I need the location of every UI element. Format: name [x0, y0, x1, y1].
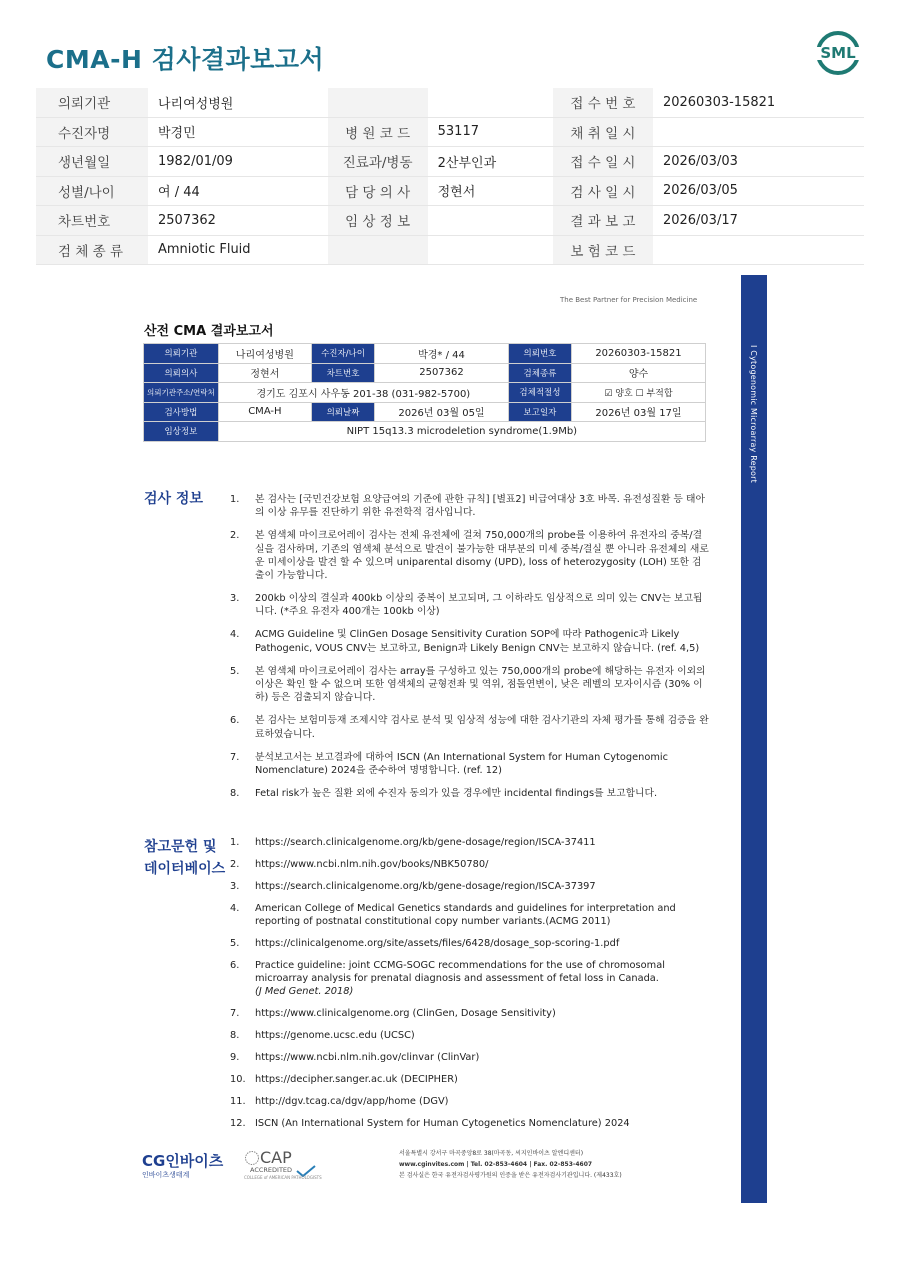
header-label: 성별/나이 [36, 176, 148, 206]
header-label: 병 원 코 드 [328, 117, 428, 147]
table-row [144, 402, 706, 422]
header-value: Amniotic Fluid [148, 235, 328, 265]
header-value [428, 206, 553, 236]
list-item [230, 902, 710, 929]
cap-sub: ACCREDITED [250, 1166, 293, 1174]
header-value: 1982/01/09 [148, 147, 328, 177]
table-cell: CMA-H [218, 402, 311, 422]
table-cell: 박경* / 44 [375, 344, 509, 364]
list-item-number: 1. [230, 837, 240, 848]
header-row [36, 117, 864, 147]
header-label: 결 과 보 고 [553, 206, 653, 236]
table-row [144, 363, 706, 383]
footer-contact: www.cginvites.com | Tel. 02-853-4604 | Fax. 02-853-4607 [399, 1161, 593, 1168]
list-item-text: https://www.ncbi.nlm.nih.gov/books/NBK50780/ [255, 858, 489, 870]
list-item [230, 959, 710, 999]
report-summary-table [143, 343, 706, 442]
list-item [230, 1007, 710, 1020]
list-item-text: https://search.clinicalgenome.org/kb/gene-dosage/region/ISCA-37411 [255, 837, 596, 848]
header-value [653, 235, 864, 265]
table-cell: 나리여성병원 [218, 344, 311, 364]
list-item-number: 5. [230, 937, 240, 949]
list-item [230, 937, 710, 950]
citation-italic: (J Med Genet. 2018) [255, 986, 354, 998]
patient-header-table [36, 88, 864, 265]
header-value [428, 235, 553, 265]
table-header-cell: 수진자/나이 [312, 344, 375, 364]
table-header-cell: 임상정보 [144, 422, 219, 442]
header-value: 2026/03/03 [653, 147, 864, 177]
list-item-text: https://clinicalgenome.org/site/assets/files/6428/dosage_sop-scoring-1.pdf [255, 937, 620, 949]
list-item-text: http://dgv.tcag.ca/dgv/app/home (DGV) [255, 1095, 449, 1107]
list-item [230, 880, 710, 893]
cap-small: COLLEGE of AMERICAN PATHOLOGISTS [244, 1175, 322, 1180]
list-item-number: 7. [230, 751, 240, 763]
list-item-number: 5. [230, 665, 240, 677]
header-value: 여 / 44 [148, 176, 328, 206]
table-cell: NIPT 15q13.3 microdeletion syndrome(1.9Mb) [218, 422, 705, 442]
list-item-text: American College of Medical Genetics standards and guidelines for interpretation and reporting of postnatal constitutional copy number variants.(ACMG 2011) [255, 902, 676, 927]
list-item-text: 분석보고서는 보고결과에 대하여 ISCN (An International System for Human Cytogenomic Nomenclature) 2024을 준수하여 명명합니다. (ref. 12) [255, 751, 668, 776]
list-item-number: 2. [230, 530, 240, 542]
list-item [230, 1117, 710, 1130]
sml-logo [815, 30, 861, 76]
list-item-number: 8. [230, 787, 240, 799]
footer-address: 서울특별시 강서구 마곡중앙8로 38(마곡동, 씨지인바이츠 알엔디센터) [399, 1150, 584, 1157]
list-item-number: 6. [230, 959, 240, 971]
table-header-cell: 의뢰날짜 [312, 402, 375, 422]
header-label [328, 88, 428, 117]
list-item [230, 628, 710, 655]
list-item-text: https://decipher.sanger.ac.uk (DECIPHER) [255, 1073, 458, 1085]
list-item [230, 836, 710, 849]
list-item-number: 1. [230, 494, 240, 505]
table-header-cell: 의뢰번호 [508, 344, 571, 364]
table-header-cell: 보고일자 [508, 402, 571, 422]
table-cell: 경기도 김포시 사우동 201-38 (031-982-5700) [218, 383, 508, 403]
header-label: 접 수 일 시 [553, 147, 653, 177]
header-label: 차트번호 [36, 206, 148, 236]
header-value: 20260303-15821 [653, 88, 864, 117]
list-item-text: Practice guideline: joint CCMG-SOGC recommendations for the use of chromosomal microarray analysis for prenatal diagnosis and assessment of fetal loss in Canada. [255, 959, 665, 985]
footer-info [399, 1148, 622, 1181]
table-row [144, 422, 706, 442]
cap-main: CAP [260, 1148, 292, 1167]
list-item-number: 11. [230, 1095, 246, 1107]
header-value: 나리여성병원 [148, 88, 328, 117]
list-item-text: 본 검사는 [국민건강보험 요양급여의 기준에 관한 규칙] [별표2] 비급여대상 3호 바목. 유전성질환 등 태아의 이상 유무를 진단하기 위한 유전학적 검사입니다. [255, 494, 705, 519]
table-cell: 정현서 [218, 363, 311, 383]
list-item [230, 493, 710, 520]
header-value: 53117 [428, 117, 553, 147]
header-label: 검 체 종 류 [36, 235, 148, 265]
list-item [230, 1051, 710, 1064]
table-header-cell: 검체종류 [508, 363, 571, 383]
list-item-number: 9. [230, 1052, 240, 1064]
list-item [230, 787, 710, 800]
cginvites-logo-sub: 인바이츠생태계 [142, 1171, 190, 1179]
list-item-number: 7. [230, 1008, 240, 1020]
info-list [230, 493, 710, 810]
list-item [230, 751, 710, 778]
refs-section-title-line2: 데이터베이스 [144, 861, 226, 877]
header-row [36, 88, 864, 117]
table-cell: 2026년 03월 17일 [571, 402, 705, 422]
list-item-text: https://www.ncbi.nlm.nih.gov/clinvar (ClinVar) [255, 1052, 480, 1064]
table-row [144, 344, 706, 364]
header-label: 임 상 정 보 [328, 206, 428, 236]
table-header-cell: 의뢰기관주소/연락처 [144, 383, 219, 403]
header-label [328, 235, 428, 265]
list-item-number: 6. [230, 715, 240, 727]
table-header-cell: 검사방법 [144, 402, 219, 422]
header-label: 생년월일 [36, 147, 148, 177]
list-item [230, 858, 710, 871]
header-label: 진료과/병동 [328, 147, 428, 177]
refs-section-title-line1: 참고문헌 및 [144, 839, 217, 855]
cap-seal-icon [244, 1150, 260, 1166]
list-item-number: 12. [230, 1117, 246, 1129]
report-title: 산전 CMA 결과보고서 [144, 324, 274, 339]
table-row [144, 383, 706, 403]
list-item-number: 2. [230, 858, 240, 870]
header-row [36, 176, 864, 206]
table-header-cell: 검체적절성 [508, 383, 571, 403]
table-cell: 2026년 03월 05일 [375, 402, 509, 422]
header-label: 채 취 일 시 [553, 117, 653, 147]
logo-text: SML [820, 44, 856, 62]
header-value: 2507362 [148, 206, 328, 236]
list-item-number: 4. [230, 629, 240, 641]
list-item-text: https://search.clinicalgenome.org/kb/gene-dosage/region/ISCA-37397 [255, 880, 596, 892]
list-item-text: https://genome.ucsc.edu (UCSC) [255, 1030, 415, 1042]
list-item-text: 본 검사는 보험미등재 조제시약 검사로 분석 및 임상적 성능에 대한 검사기관의 자체 평가를 통해 검증을 완료하였습니다. [255, 715, 709, 740]
list-item [230, 1073, 710, 1086]
table-header-cell: 차트번호 [312, 363, 375, 383]
header-label: 검 사 일 시 [553, 176, 653, 206]
cap-accredited-logo [244, 1148, 322, 1182]
list-item [230, 665, 710, 705]
header-value: 정현서 [428, 176, 553, 206]
header-label: 접 수 번 호 [553, 88, 653, 117]
side-bar-text: I Cytogenomic Microarray Report [749, 345, 758, 483]
list-item-number: 4. [230, 902, 240, 914]
header-label: 수진자명 [36, 117, 148, 147]
cginvites-logo: CG인바이츠 [142, 1152, 224, 1170]
header-value: 2026/03/05 [653, 176, 864, 206]
list-item [230, 714, 710, 741]
header-row [36, 206, 864, 236]
header-value [653, 117, 864, 147]
list-item [230, 1029, 710, 1042]
list-item [230, 1095, 710, 1108]
header-label: 보 험 코 드 [553, 235, 653, 265]
header-value [428, 88, 553, 117]
list-item-number: 3. [230, 593, 240, 605]
table-header-cell: 의뢰의사 [144, 363, 219, 383]
table-cell: 양수 [571, 363, 705, 383]
list-item-text: 본 염색체 마이크로어레이 검사는 array를 구성하고 있는 750,000개의 probe에 해당하는 유전자 이외의 이상은 확인 할 수 없으며 또한 염색체의 균형전좌 및 역위, 점돌연변이, 낮은 레벨의 모자이시즘 (30% 이하) 등은 검출되지 않습니다. [255, 665, 706, 704]
header-row [36, 235, 864, 265]
specimen-adequacy-checkbox: ☑ 양호 ☐ 부적합 [571, 383, 705, 403]
references-list [230, 836, 710, 1139]
list-item-number: 8. [230, 1030, 240, 1042]
header-row [36, 147, 864, 177]
list-item-text: 200kb 이상의 결실과 400kb 이상의 중복이 보고되며, 그 이하라도 임상적으로 의미 있는 CNV는 보고됩니다. (*주요 유전자 400개는 100kb 이상) [255, 593, 703, 618]
header-value: 2026/03/17 [653, 206, 864, 236]
list-item [230, 592, 710, 619]
list-item-text: ACMG Guideline 및 ClinGen Dosage Sensitivity Curation SOP에 따라 Pathogenic과 Likely Pathogenic, VOUS CNV는 보고하고, Benign과 Likely Benign CNV는 보고하지 않습니다. (ref. 4,5) [255, 629, 700, 654]
info-section-title: 검사 정보 [144, 491, 203, 507]
list-item-number: 10. [230, 1073, 246, 1085]
header-value: 2산부인과 [428, 147, 553, 177]
list-item-text: Fetal risk가 높은 질환 외에 수진자 동의가 있을 경우에만 incidental findings를 보고합니다. [255, 787, 658, 799]
table-cell: 2507362 [375, 363, 509, 383]
page-title: CMA-H 검사결과보고서 [46, 45, 325, 74]
header-label: 의뢰기관 [36, 88, 148, 117]
list-item [230, 529, 710, 582]
table-header-cell: 의뢰기관 [144, 344, 219, 364]
list-item-text: https://www.clinicalgenome.org (ClinGen, Dosage Sensitivity) [255, 1008, 556, 1020]
table-cell: 20260303-15821 [571, 344, 705, 364]
list-item-number: 3. [230, 880, 240, 892]
header-value: 박경민 [148, 117, 328, 147]
list-item-text: 본 염색체 마이크로어레이 검사는 전체 유전체에 걸쳐 750,000개의 probe를 이용하여 유전자의 중복/결실을 검사하며, 기존의 염색체 분석으로 발견이 불가능한 대부분의 미세 중복/결실 뿐 아니라 유전체의 새로운 미세이상을 발견 할 수 있으며 uniparental disomy (UPD), loss of heterozygosity (LOH) 또한 검출이 가능합니다. [255, 530, 709, 582]
header-label: 담 당 의 사 [328, 176, 428, 206]
list-item-text: ISCN (An International System for Human Cytogenetics Nomenclature) 2024 [255, 1117, 630, 1129]
report-tagline: The Best Partner for Precision Medicine [560, 296, 698, 304]
footer-cert: 본 검사실은 한국 유전자검사평가원의 인증을 받은 유전자검사기관입니다. (제433호) [399, 1172, 622, 1179]
